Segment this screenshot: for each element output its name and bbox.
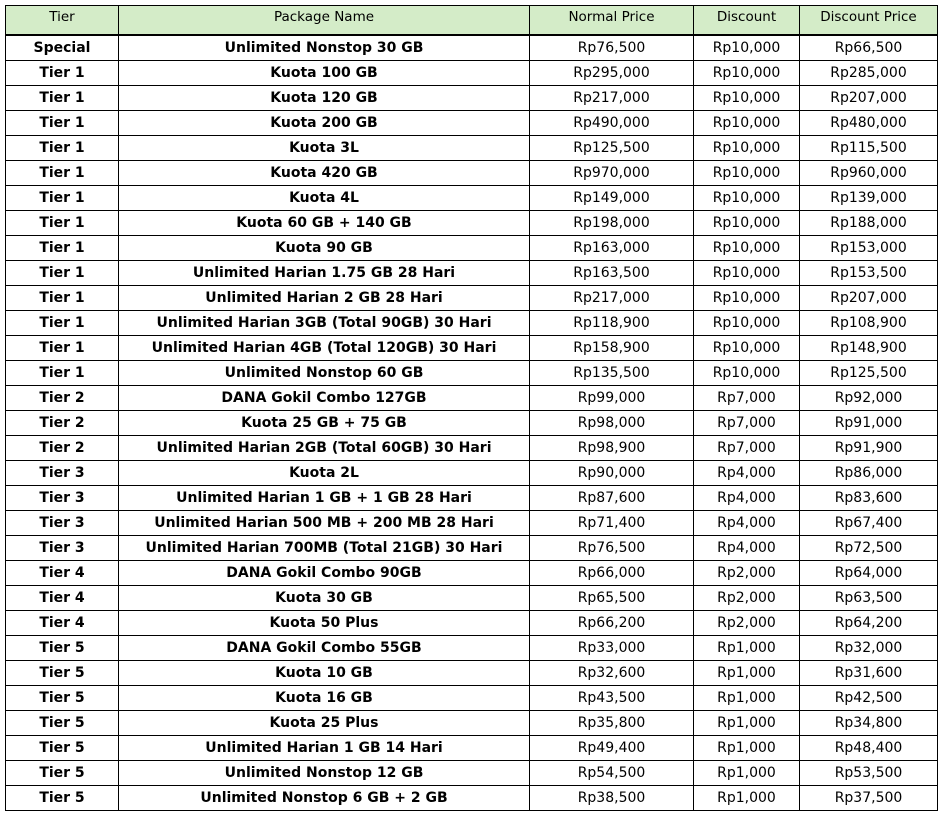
package-name-cell: DANA Gokil Combo 55GB	[119, 635, 530, 660]
normal-price-cell: Rp54,500	[530, 760, 694, 785]
package-name-cell: Kuota 3L	[119, 135, 530, 160]
normal-price-cell: Rp33,000	[530, 635, 694, 660]
normal-price-cell: Rp125,500	[530, 135, 694, 160]
table-row	[6, 635, 938, 660]
discount-price-cell: Rp91,900	[800, 435, 938, 460]
package-name-cell: Unlimited Harian 1.75 GB 28 Hari	[119, 260, 530, 285]
discount-price-cell: Rp153,000	[800, 235, 938, 260]
tier-cell: Tier 1	[6, 210, 119, 235]
normal-price-cell: Rp32,600	[530, 660, 694, 685]
table-row	[6, 110, 938, 135]
package-name-cell: Unlimited Harian 500 MB + 200 MB 28 Hari	[119, 510, 530, 535]
discount-price-cell: Rp42,500	[800, 685, 938, 710]
header-tier: Tier	[6, 6, 119, 35]
discount-cell: Rp10,000	[694, 185, 800, 210]
table-row	[6, 610, 938, 635]
package-name-cell: Kuota 16 GB	[119, 685, 530, 710]
table-row	[6, 310, 938, 335]
table-row	[6, 460, 938, 485]
package-name-cell: Kuota 50 Plus	[119, 610, 530, 635]
table-row	[6, 410, 938, 435]
normal-price-cell: Rp295,000	[530, 60, 694, 85]
normal-price-cell: Rp90,000	[530, 460, 694, 485]
tier-cell: Tier 1	[6, 185, 119, 210]
normal-price-cell: Rp98,900	[530, 435, 694, 460]
discount-price-cell: Rp115,500	[800, 135, 938, 160]
discount-cell: Rp10,000	[694, 110, 800, 135]
header-discount-price: Discount Price	[800, 6, 938, 35]
discount-price-cell: Rp53,500	[800, 760, 938, 785]
package-name-cell: Unlimited Harian 1 GB 14 Hari	[119, 735, 530, 760]
tier-cell: Tier 1	[6, 285, 119, 310]
normal-price-cell: Rp76,500	[530, 35, 694, 61]
discount-cell: Rp4,000	[694, 460, 800, 485]
package-name-cell: Unlimited Harian 3GB (Total 90GB) 30 Hari	[119, 310, 530, 335]
discount-price-cell: Rp34,800	[800, 710, 938, 735]
discount-cell: Rp10,000	[694, 310, 800, 335]
discount-cell: Rp10,000	[694, 160, 800, 185]
normal-price-cell: Rp149,000	[530, 185, 694, 210]
table-row	[6, 785, 938, 810]
package-name-cell: DANA Gokil Combo 90GB	[119, 560, 530, 585]
table-row	[6, 510, 938, 535]
table-row	[6, 685, 938, 710]
discount-price-cell: Rp92,000	[800, 385, 938, 410]
discount-price-cell: Rp72,500	[800, 535, 938, 560]
tier-cell: Tier 1	[6, 60, 119, 85]
discount-price-cell: Rp139,000	[800, 185, 938, 210]
tier-cell: Tier 3	[6, 485, 119, 510]
discount-cell: Rp2,000	[694, 585, 800, 610]
package-name-cell: Kuota 60 GB + 140 GB	[119, 210, 530, 235]
table-row	[6, 485, 938, 510]
discount-cell: Rp1,000	[694, 685, 800, 710]
tier-cell: Tier 4	[6, 585, 119, 610]
discount-price-cell: Rp108,900	[800, 310, 938, 335]
discount-cell: Rp10,000	[694, 335, 800, 360]
discount-price-cell: Rp125,500	[800, 360, 938, 385]
normal-price-cell: Rp66,200	[530, 610, 694, 635]
tier-cell: Tier 1	[6, 260, 119, 285]
package-name-cell: Kuota 30 GB	[119, 585, 530, 610]
header-row	[6, 6, 938, 35]
tier-cell: Tier 1	[6, 360, 119, 385]
discount-price-cell: Rp32,000	[800, 635, 938, 660]
discount-price-cell: Rp67,400	[800, 510, 938, 535]
price-table-container	[5, 5, 938, 811]
package-name-cell: Unlimited Harian 1 GB + 1 GB 28 Hari	[119, 485, 530, 510]
table-row	[6, 760, 938, 785]
table-row	[6, 710, 938, 735]
discount-price-cell: Rp48,400	[800, 735, 938, 760]
normal-price-cell: Rp163,000	[530, 235, 694, 260]
discount-price-cell: Rp188,000	[800, 210, 938, 235]
normal-price-cell: Rp490,000	[530, 110, 694, 135]
discount-cell: Rp1,000	[694, 785, 800, 810]
package-name-cell: Unlimited Harian 2 GB 28 Hari	[119, 285, 530, 310]
tier-cell: Tier 3	[6, 535, 119, 560]
package-name-cell: Unlimited Harian 2GB (Total 60GB) 30 Hari	[119, 435, 530, 460]
discount-price-cell: Rp86,000	[800, 460, 938, 485]
discount-cell: Rp1,000	[694, 760, 800, 785]
normal-price-cell: Rp970,000	[530, 160, 694, 185]
package-name-cell: Unlimited Nonstop 60 GB	[119, 360, 530, 385]
tier-cell: Tier 1	[6, 235, 119, 260]
tier-cell: Tier 3	[6, 460, 119, 485]
discount-price-cell: Rp207,000	[800, 85, 938, 110]
discount-cell: Rp10,000	[694, 235, 800, 260]
table-row	[6, 235, 938, 260]
discount-cell: Rp2,000	[694, 560, 800, 585]
table-header	[6, 6, 938, 35]
tier-cell: Tier 1	[6, 160, 119, 185]
package-name-cell: Kuota 100 GB	[119, 60, 530, 85]
discount-cell: Rp4,000	[694, 510, 800, 535]
table-row	[6, 85, 938, 110]
discount-price-cell: Rp285,000	[800, 60, 938, 85]
discount-price-cell: Rp148,900	[800, 335, 938, 360]
tier-cell: Tier 2	[6, 435, 119, 460]
package-name-cell: Unlimited Harian 700MB (Total 21GB) 30 Hari	[119, 535, 530, 560]
normal-price-cell: Rp158,900	[530, 335, 694, 360]
table-row	[6, 735, 938, 760]
tier-cell: Tier 5	[6, 785, 119, 810]
package-name-cell: Unlimited Nonstop 30 GB	[119, 35, 530, 61]
normal-price-cell: Rp66,000	[530, 560, 694, 585]
table-row	[6, 560, 938, 585]
normal-price-cell: Rp135,500	[530, 360, 694, 385]
tier-cell: Tier 4	[6, 560, 119, 585]
tier-cell: Tier 5	[6, 635, 119, 660]
price-table	[5, 5, 938, 811]
discount-cell: Rp1,000	[694, 660, 800, 685]
discount-cell: Rp2,000	[694, 610, 800, 635]
tier-cell: Tier 1	[6, 310, 119, 335]
table-row	[6, 135, 938, 160]
normal-price-cell: Rp38,500	[530, 785, 694, 810]
normal-price-cell: Rp118,900	[530, 310, 694, 335]
tier-cell: Tier 5	[6, 735, 119, 760]
tier-cell: Tier 1	[6, 85, 119, 110]
discount-cell: Rp1,000	[694, 735, 800, 760]
tier-cell: Tier 5	[6, 760, 119, 785]
package-name-cell: Kuota 25 Plus	[119, 710, 530, 735]
discount-price-cell: Rp64,200	[800, 610, 938, 635]
package-name-cell: Kuota 4L	[119, 185, 530, 210]
package-name-cell: Unlimited Nonstop 6 GB + 2 GB	[119, 785, 530, 810]
discount-cell: Rp10,000	[694, 210, 800, 235]
table-row	[6, 35, 938, 61]
header-discount: Discount	[694, 6, 800, 35]
package-name-cell: DANA Gokil Combo 127GB	[119, 385, 530, 410]
package-name-cell: Kuota 10 GB	[119, 660, 530, 685]
discount-price-cell: Rp480,000	[800, 110, 938, 135]
discount-price-cell: Rp63,500	[800, 585, 938, 610]
discount-cell: Rp10,000	[694, 85, 800, 110]
discount-price-cell: Rp91,000	[800, 410, 938, 435]
tier-cell: Tier 1	[6, 335, 119, 360]
tier-cell: Tier 1	[6, 110, 119, 135]
discount-cell: Rp10,000	[694, 285, 800, 310]
normal-price-cell: Rp217,000	[530, 85, 694, 110]
discount-price-cell: Rp960,000	[800, 160, 938, 185]
table-row	[6, 160, 938, 185]
discount-price-cell: Rp64,000	[800, 560, 938, 585]
discount-cell: Rp4,000	[694, 535, 800, 560]
discount-price-cell: Rp83,600	[800, 485, 938, 510]
normal-price-cell: Rp98,000	[530, 410, 694, 435]
discount-cell: Rp1,000	[694, 635, 800, 660]
discount-cell: Rp10,000	[694, 135, 800, 160]
tier-cell: Tier 2	[6, 410, 119, 435]
normal-price-cell: Rp198,000	[530, 210, 694, 235]
discount-price-cell: Rp31,600	[800, 660, 938, 685]
package-name-cell: Kuota 120 GB	[119, 85, 530, 110]
table-row	[6, 360, 938, 385]
table-row	[6, 585, 938, 610]
header-normal-price: Normal Price	[530, 6, 694, 35]
normal-price-cell: Rp71,400	[530, 510, 694, 535]
table-row	[6, 335, 938, 360]
tier-cell: Tier 5	[6, 685, 119, 710]
discount-price-cell: Rp37,500	[800, 785, 938, 810]
table-row	[6, 660, 938, 685]
package-name-cell: Kuota 90 GB	[119, 235, 530, 260]
normal-price-cell: Rp76,500	[530, 535, 694, 560]
normal-price-cell: Rp87,600	[530, 485, 694, 510]
table-row	[6, 60, 938, 85]
tier-cell: Tier 3	[6, 510, 119, 535]
discount-cell: Rp10,000	[694, 360, 800, 385]
discount-cell: Rp7,000	[694, 435, 800, 460]
table-row	[6, 210, 938, 235]
discount-cell: Rp7,000	[694, 385, 800, 410]
table-row	[6, 185, 938, 210]
package-name-cell: Kuota 25 GB + 75 GB	[119, 410, 530, 435]
normal-price-cell: Rp65,500	[530, 585, 694, 610]
tier-cell: Special	[6, 35, 119, 61]
normal-price-cell: Rp99,000	[530, 385, 694, 410]
package-name-cell: Kuota 2L	[119, 460, 530, 485]
table-row	[6, 535, 938, 560]
package-name-cell: Unlimited Nonstop 12 GB	[119, 760, 530, 785]
tier-cell: Tier 4	[6, 610, 119, 635]
discount-cell: Rp10,000	[694, 60, 800, 85]
discount-cell: Rp4,000	[694, 485, 800, 510]
discount-price-cell: Rp153,500	[800, 260, 938, 285]
discount-cell: Rp7,000	[694, 410, 800, 435]
package-name-cell: Unlimited Harian 4GB (Total 120GB) 30 Hari	[119, 335, 530, 360]
table-body	[6, 35, 938, 811]
tier-cell: Tier 5	[6, 710, 119, 735]
normal-price-cell: Rp217,000	[530, 285, 694, 310]
tier-cell: Tier 2	[6, 385, 119, 410]
package-name-cell: Kuota 420 GB	[119, 160, 530, 185]
normal-price-cell: Rp163,500	[530, 260, 694, 285]
normal-price-cell: Rp35,800	[530, 710, 694, 735]
table-row	[6, 260, 938, 285]
discount-cell: Rp10,000	[694, 35, 800, 61]
discount-cell: Rp10,000	[694, 260, 800, 285]
normal-price-cell: Rp49,400	[530, 735, 694, 760]
discount-price-cell: Rp207,000	[800, 285, 938, 310]
normal-price-cell: Rp43,500	[530, 685, 694, 710]
discount-price-cell: Rp66,500	[800, 35, 938, 61]
table-row	[6, 285, 938, 310]
discount-cell: Rp1,000	[694, 710, 800, 735]
table-row	[6, 385, 938, 410]
header-package-name: Package Name	[119, 6, 530, 35]
package-name-cell: Kuota 200 GB	[119, 110, 530, 135]
table-row	[6, 435, 938, 460]
tier-cell: Tier 1	[6, 135, 119, 160]
tier-cell: Tier 5	[6, 660, 119, 685]
